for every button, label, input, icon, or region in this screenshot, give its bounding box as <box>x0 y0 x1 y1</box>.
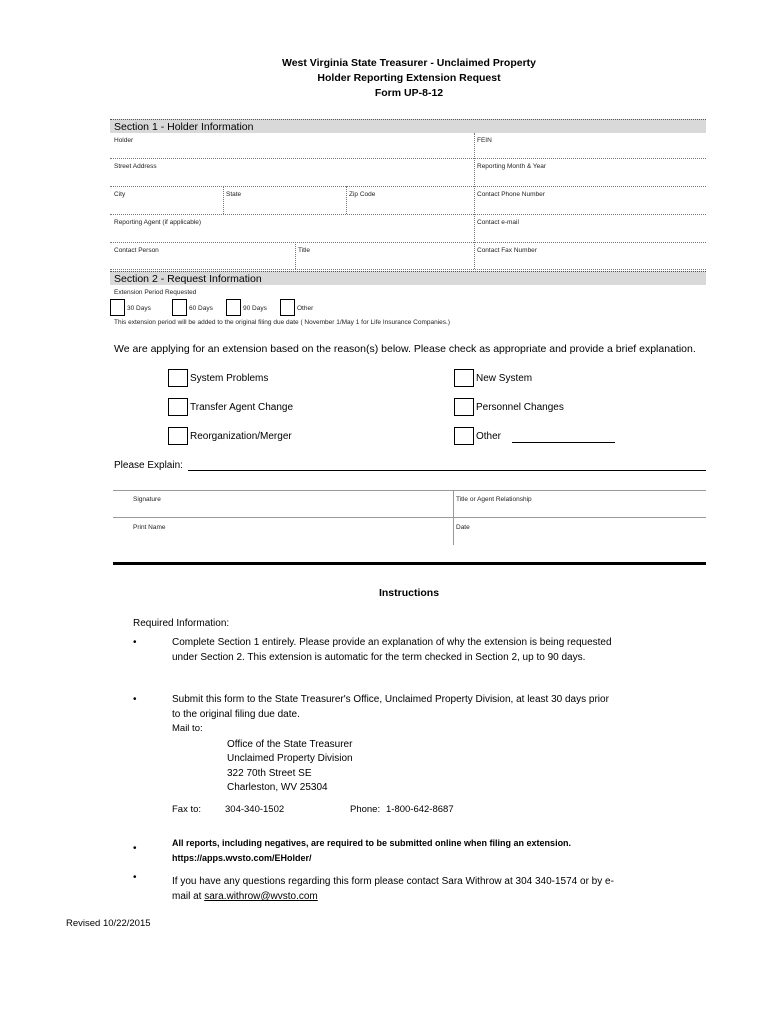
phone-number: 1-800-642-8687 <box>386 804 454 815</box>
zip-code-field[interactable] <box>346 186 474 214</box>
extension-period-label: Extension Period Requested <box>114 289 197 296</box>
title-label: Title <box>298 247 311 254</box>
30-days-checkbox[interactable] <box>110 299 125 316</box>
fein-field[interactable] <box>474 133 706 158</box>
contact-fax-field[interactable] <box>474 242 706 269</box>
fax-number: 304-340-1502 <box>225 804 285 815</box>
form-number: Form UP-8-12 <box>374 87 444 99</box>
60-days-label: 60 Days <box>189 305 213 312</box>
street-address-label: Street Address <box>114 163 157 170</box>
system-problems-checkbox[interactable] <box>168 369 188 387</box>
bullet-icon: • <box>133 843 137 854</box>
other-reason-label: Other <box>476 431 502 442</box>
explanation-input[interactable] <box>188 470 706 471</box>
contact-email-field[interactable] <box>474 214 706 242</box>
date-field[interactable] <box>453 517 706 545</box>
reporting-agent-field[interactable] <box>110 214 474 242</box>
personnel-changes-checkbox[interactable] <box>454 398 474 416</box>
zip-code-label: Zip Code <box>349 191 376 198</box>
city-field[interactable] <box>110 186 223 214</box>
contact-person-field[interactable] <box>110 242 295 269</box>
contact-phone-field[interactable] <box>474 186 706 214</box>
relationship-field[interactable] <box>453 490 706 517</box>
other-period-checkbox[interactable] <box>280 299 295 316</box>
holder-field[interactable] <box>110 133 474 158</box>
eholder-url[interactable]: https://apps.wvsto.com/EHolder/ <box>172 853 312 863</box>
contact-fax-label: Contact Fax Number <box>477 247 537 254</box>
fax-label: Fax to: <box>172 804 202 815</box>
holder-label: Holder <box>114 137 134 144</box>
required-information-label: Required Information: <box>133 618 230 629</box>
address-line: Unclaimed Property Division <box>227 753 353 764</box>
form-agency-title: West Virginia State Treasurer - Unclaimed Property <box>281 57 537 69</box>
title-field[interactable] <box>295 242 474 269</box>
personnel-changes-label: Personnel Changes <box>476 402 564 413</box>
instructions-title: Instructions <box>378 587 440 599</box>
30-days-label: 30 Days <box>127 305 151 312</box>
reasons-intro: We are applying for an extension based on the reason(s) below. Please check as appropriate and provide a brief explanation. <box>114 343 696 355</box>
reorganization-merger-label: Reorganization/Merger <box>190 431 292 442</box>
60-days-checkbox[interactable] <box>172 299 187 316</box>
state-field[interactable] <box>223 186 346 214</box>
address-line: Charleston, WV 25304 <box>227 782 328 793</box>
system-problems-label: System Problems <box>190 373 269 384</box>
contact-person-label: Contact Person <box>114 247 159 254</box>
reporting-month-label: Reporting Month & Year <box>477 163 547 170</box>
new-system-label: New System <box>476 373 533 384</box>
reporting-agent-label: Reporting Agent (if applicable) <box>114 219 202 226</box>
bullet-icon: • <box>133 694 137 705</box>
new-system-checkbox[interactable] <box>454 369 474 387</box>
mail-to-label: Mail to: <box>172 723 203 734</box>
city-label: City <box>114 191 126 198</box>
print-name-field[interactable] <box>113 517 453 545</box>
address-line: Office of the State Treasurer <box>227 739 353 750</box>
relationship-label: Title or Agent Relationship <box>456 496 532 503</box>
date-label: Date <box>456 524 470 531</box>
reporting-month-field[interactable] <box>474 158 706 186</box>
instruction-item-4-text: If you have any questions regarding this form please contact Sara Withrow at 304 340-1574 or by e-mail at <box>172 876 614 902</box>
instruction-item-2: Submit this form to the State Treasurer's Office, Unclaimed Property Division, at least 30 days prior to the original filing due date. <box>172 694 609 720</box>
instruction-item-1: Complete Section 1 entirely. Please provide an explanation of why the extension is being requested under Section 2. This extension is automatic for the term checked in Section 2, up to 90 days. <box>172 637 612 663</box>
other-reason-input[interactable] <box>512 442 615 443</box>
other-reason-checkbox[interactable] <box>454 427 474 445</box>
transfer-agent-change-checkbox[interactable] <box>168 398 188 416</box>
instruction-item-4 <box>172 874 617 904</box>
street-address-field[interactable] <box>110 158 474 186</box>
signature-field[interactable] <box>113 490 453 517</box>
form-title: Holder Reporting Extension Request <box>317 72 501 84</box>
reorganization-merger-checkbox[interactable] <box>168 427 188 445</box>
section-divider <box>113 562 706 565</box>
contact-email-label: Contact e-mail <box>477 219 519 226</box>
contact-phone-label: Contact Phone Number <box>477 191 545 198</box>
address-line: 322 70th Street SE <box>227 768 312 779</box>
other-period-label: Other <box>297 305 314 312</box>
bullet-icon: • <box>133 872 137 883</box>
extension-note: This extension period will be added to the original filing due date ( November 1/May 1 for Life Insurance Companies.) <box>114 319 451 326</box>
phone-label: Phone: <box>350 804 381 815</box>
please-explain-label: Please Explain: <box>114 460 183 471</box>
section1-header: Section 1 - Holder Information <box>110 119 706 133</box>
90-days-checkbox[interactable] <box>226 299 241 316</box>
row-divider <box>110 269 706 270</box>
section2-header: Section 2 - Request Information <box>110 271 706 285</box>
instruction-item-3: All reports, including negatives, are required to be submitted online when filing an extension. <box>172 838 572 848</box>
bullet-icon: • <box>133 637 137 648</box>
revised-date: Revised 10/22/2015 <box>66 918 151 929</box>
state-label: State <box>226 191 242 198</box>
print-name-label: Print Name <box>133 524 166 531</box>
90-days-label: 90 Days <box>243 305 267 312</box>
fein-label: FEIN <box>477 137 492 144</box>
transfer-agent-change-label: Transfer Agent Change <box>190 402 294 413</box>
contact-email-link[interactable]: sara.withrow@wvsto.com <box>204 891 318 902</box>
signature-label: Signature <box>133 496 161 503</box>
